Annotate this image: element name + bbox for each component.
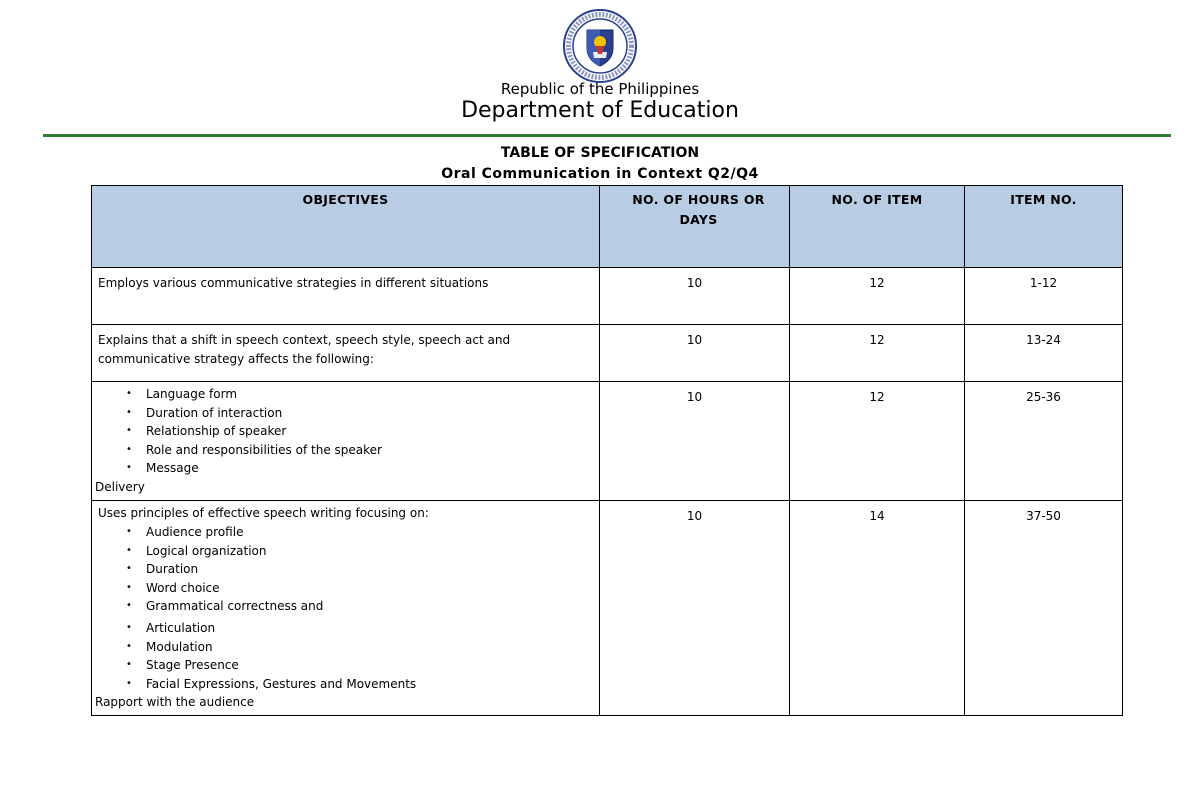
list-item: • Logical organization xyxy=(98,542,593,561)
specification-table xyxy=(91,185,1123,716)
table-row xyxy=(92,501,1123,716)
hours-cell: 10 xyxy=(600,325,790,382)
table-header-row xyxy=(92,186,1123,268)
objective-text: Uses principles of effective speech writing focusing on: xyxy=(98,506,429,520)
list-item: • Message xyxy=(98,459,593,478)
list-item: • Relationship of speaker xyxy=(98,422,593,441)
items-cell: 14 xyxy=(790,501,965,716)
bullet-list xyxy=(98,385,593,478)
list-item: • Role and responsibilities of the speaker xyxy=(98,441,593,460)
list-trailing-text: Delivery xyxy=(95,479,145,494)
table-row xyxy=(92,325,1123,382)
hours-cell: 10 xyxy=(600,382,790,501)
list-item: • Duration xyxy=(98,560,593,579)
list-item: • Language form xyxy=(98,385,593,404)
list-item: • Stage Presence xyxy=(98,656,593,675)
table-row xyxy=(92,268,1123,325)
objective-cell xyxy=(92,382,600,501)
list-item: • Modulation xyxy=(98,638,593,657)
item-no-cell: 37-50 xyxy=(965,501,1123,716)
objective-cell: Explains that a shift in speech context, speech style, speech act and communicative strategy affects the following: xyxy=(92,325,600,382)
bullet-list xyxy=(98,619,593,693)
objective-cell xyxy=(92,501,600,716)
item-no-cell: 25-36 xyxy=(965,382,1123,501)
objective-cell: Employs various communicative strategies in different situations xyxy=(92,268,600,325)
item-no-cell: 1-12 xyxy=(965,268,1123,325)
column-header-items: NO. OF ITEM xyxy=(790,186,965,268)
list-item: • Grammatical correctness and xyxy=(98,597,593,616)
deped-seal-icon xyxy=(562,8,638,84)
hours-cell: 10 xyxy=(600,501,790,716)
column-header-hours: NO. OF HOURS OR DAYS xyxy=(600,186,790,268)
column-header-item-no: ITEM NO. xyxy=(965,186,1123,268)
items-cell: 12 xyxy=(790,268,965,325)
list-item: • Duration of interaction xyxy=(98,404,593,423)
hours-cell: 10 xyxy=(600,268,790,325)
item-no-cell: 13-24 xyxy=(965,325,1123,382)
table-row xyxy=(92,382,1123,501)
header-divider xyxy=(43,134,1171,137)
department-name: Department of Education xyxy=(461,98,739,123)
list-item: • Word choice xyxy=(98,579,593,598)
bullet-list xyxy=(98,523,593,616)
document-subtitle: Oral Communication in Context Q2/Q4 xyxy=(441,166,759,182)
list-item: • Audience profile xyxy=(98,523,593,542)
items-cell: 12 xyxy=(790,325,965,382)
country-name: Republic of the Philippines xyxy=(500,80,700,98)
list-item: • Articulation xyxy=(98,619,593,638)
list-item: • Facial Expressions, Gestures and Movements xyxy=(98,675,593,694)
column-header-objectives: OBJECTIVES xyxy=(92,186,600,268)
list-trailing-text: Rapport with the audience xyxy=(95,695,255,710)
document-title: TABLE OF SPECIFICATION xyxy=(500,145,700,161)
items-cell: 12 xyxy=(790,382,965,501)
